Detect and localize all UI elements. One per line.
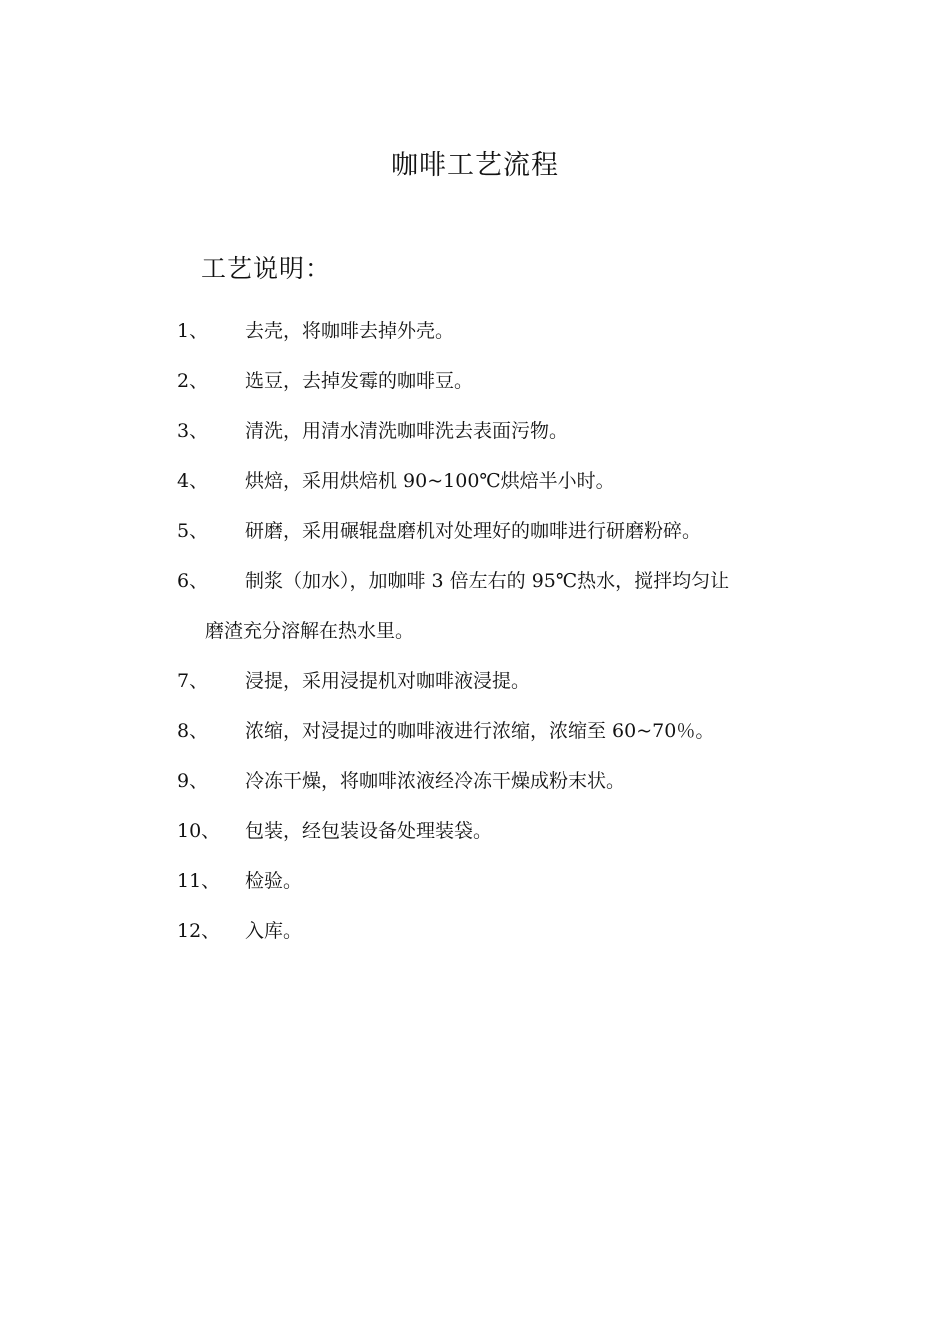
step-number: 11、 [177,870,221,892]
process-step-5 [177,506,817,556]
process-step-list [177,306,817,956]
step-text: 烘焙，采用烘焙机 90~100℃烘焙半小时。 [245,470,615,492]
step-number: 6、 [177,570,209,592]
step-text: 选豆，去掉发霉的咖啡豆。 [245,370,474,392]
process-step-2 [177,356,817,406]
step-text-continuation: 磨渣充分溶解在热水里。 [205,620,415,642]
process-step-3 [177,406,817,456]
process-step-8 [177,706,817,756]
step-number: 12、 [177,920,221,942]
process-step-11 [177,856,817,906]
step-number: 9、 [177,770,209,792]
process-step-12 [177,906,817,956]
step-text: 检验。 [245,870,303,892]
step-number: 1、 [177,320,209,342]
step-text: 入库。 [245,920,303,942]
process-step-4 [177,456,817,506]
step-text: 去壳，将咖啡去掉外壳。 [245,320,455,342]
process-step-6 [177,556,817,656]
step-number: 7、 [177,670,209,692]
step-number: 10、 [177,820,221,842]
process-step-10 [177,806,817,856]
step-text: 制浆（加水），加咖啡 3 倍左右的 95℃热水，搅拌均匀让 [245,570,730,592]
step-text: 研磨，采用碾辊盘磨机对处理好的咖啡进行研磨粉碎。 [245,520,702,542]
process-step-1 [177,306,817,356]
step-number: 4、 [177,470,209,492]
step-text: 浸提，采用浸提机对咖啡液浸提。 [245,670,531,692]
step-text: 清洗，用清水清洗咖啡洗去表面污物。 [245,420,569,442]
document-title: 咖啡工艺流程 [391,150,559,181]
process-step-7 [177,656,817,706]
section-heading: 工艺说明： [201,254,332,283]
step-number: 2、 [177,370,209,392]
step-number: 3、 [177,420,209,442]
step-text: 包装，经包装设备处理装袋。 [245,820,493,842]
step-text: 冷冻干燥，将咖啡浓液经冷冻干燥成粉末状。 [245,770,626,792]
process-step-9 [177,756,817,806]
step-number: 5、 [177,520,209,542]
step-text: 浓缩，对浸提过的咖啡液进行浓缩，浓缩至 60~70％。 [245,720,715,742]
step-number: 8、 [177,720,209,742]
